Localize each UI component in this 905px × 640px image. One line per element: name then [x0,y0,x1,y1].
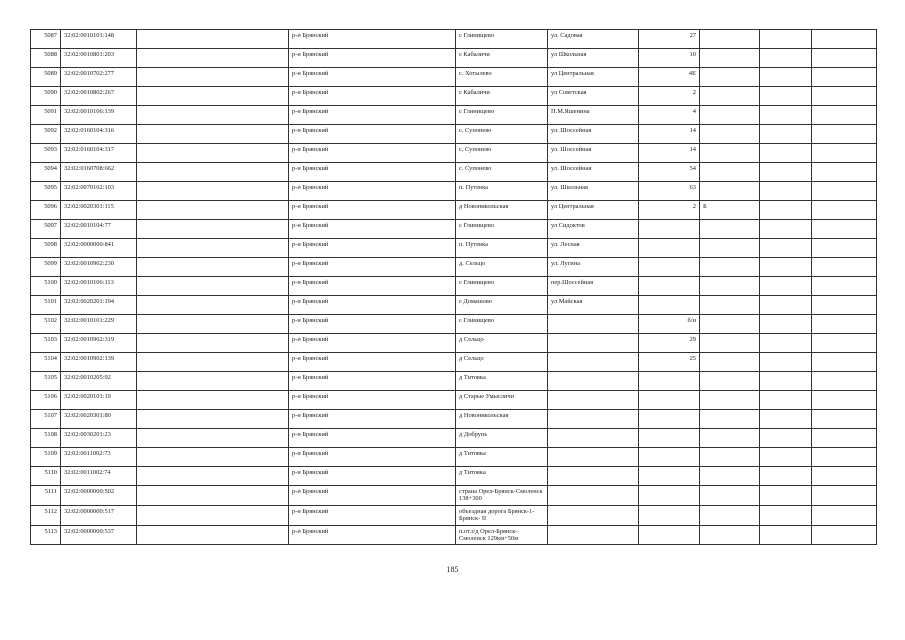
table-row [31,353,877,372]
row-number-cell: 5088 [31,49,61,68]
district-cell: р-н Брянский [289,68,456,87]
cadastral-number-cell: 32:02:0010101:148 [61,30,137,49]
cadastral-number-cell: 32:02:0011002:73 [61,448,137,467]
table-row [31,525,877,545]
empty-cell [812,334,877,353]
empty-cell [760,125,812,144]
row-number-cell: 5090 [31,87,61,106]
table-row [31,258,877,277]
district-cell: р-н Брянский [289,125,456,144]
table-row [31,239,877,258]
locality-cell: д. Сельцо [456,258,548,277]
row-number-cell: 5108 [31,429,61,448]
cadastral-number-cell: 32:02:0010702:277 [61,68,137,87]
row-number-cell: 5102 [31,315,61,334]
building-cell [700,334,760,353]
empty-cell [137,353,289,372]
street-cell: ул Советская [548,87,639,106]
building-cell [700,448,760,467]
cadastral-number-cell: 32:02:0010902:319 [61,334,137,353]
table-row [31,49,877,68]
empty-cell [812,505,877,525]
empty-cell [137,163,289,182]
row-number-cell: 5103 [31,334,61,353]
empty-cell [760,201,812,220]
table-row [31,220,877,239]
locality-cell: с. Хотылево [456,68,548,87]
district-cell: р-н Брянский [289,87,456,106]
cadastral-number-cell: 32:02:0010101:229 [61,315,137,334]
empty-cell [760,372,812,391]
street-cell [548,525,639,545]
empty-cell [812,410,877,429]
cadastral-number-cell: 32:02:0020301:115 [61,201,137,220]
cadastral-number-cell: 32:02:0000000:517 [61,505,137,525]
cadastral-number-cell: 32:02:0010104:77 [61,220,137,239]
empty-cell [137,125,289,144]
row-number-cell: 5105 [31,372,61,391]
locality-cell: д Титовка [456,372,548,391]
row-number-cell: 5104 [31,353,61,372]
district-cell: р-н Брянский [289,163,456,182]
street-cell [548,486,639,506]
empty-cell [137,391,289,410]
table-row [31,429,877,448]
street-cell: ул. Школьная [548,182,639,201]
locality-cell: с Кабаличи [456,49,548,68]
district-cell: р-н Брянский [289,144,456,163]
empty-cell [137,277,289,296]
table-row [31,277,877,296]
street-cell [548,391,639,410]
locality-cell: с. Супонево [456,144,548,163]
locality-cell: д Титовка [456,467,548,486]
table-row [31,505,877,525]
district-cell: р-н Брянский [289,372,456,391]
cadastral-number-cell: 32:02:0000000:537 [61,525,137,545]
house-number-cell: 4 [639,106,700,125]
empty-cell [137,87,289,106]
house-number-cell [639,220,700,239]
empty-cell [760,49,812,68]
district-cell: р-н Брянский [289,525,456,545]
locality-cell: объездная дорога Брянск-1- Брянск- II [456,505,548,525]
building-cell [700,505,760,525]
empty-cell [812,239,877,258]
district-cell: р-н Брянский [289,49,456,68]
district-cell: р-н Брянский [289,410,456,429]
locality-cell: д Сельцо [456,353,548,372]
street-cell: ул Школьная [548,49,639,68]
empty-cell [812,525,877,545]
street-cell [548,505,639,525]
locality-cell: д Сельцо [456,334,548,353]
cadastral-number-cell: 32:02:0070102:103 [61,182,137,201]
table-row [31,467,877,486]
building-cell [700,163,760,182]
empty-cell [760,239,812,258]
empty-cell [137,372,289,391]
empty-cell [760,144,812,163]
cadastral-number-cell: 32:02:0010106:139 [61,106,137,125]
house-number-cell: 10 [639,49,700,68]
building-cell [700,106,760,125]
locality-cell: с Глинищево [456,30,548,49]
cadastral-number-cell: 32:02:0010902:139 [61,353,137,372]
street-cell: ул Центральная [548,201,639,220]
empty-cell [137,505,289,525]
row-number-cell: 5112 [31,505,61,525]
street-cell: ул Майская [548,296,639,315]
locality-cell: д Старые Умысличи [456,391,548,410]
house-number-cell [639,448,700,467]
house-number-cell [639,467,700,486]
locality-cell: страна Орел-Брянск-Смоленск 138+300 [456,486,548,506]
empty-cell [812,49,877,68]
building-cell [700,68,760,87]
empty-cell [137,30,289,49]
table-row [31,163,877,182]
empty-cell [760,163,812,182]
house-number-cell: 25 [639,353,700,372]
district-cell: р-н Брянский [289,486,456,506]
district-cell: р-н Брянский [289,429,456,448]
street-cell: ул Центральная [548,68,639,87]
empty-cell [812,68,877,87]
locality-cell: п. Путевка [456,239,548,258]
table-row [31,410,877,429]
house-number-cell: 14 [639,144,700,163]
district-cell: р-н Брянский [289,467,456,486]
table-row [31,334,877,353]
street-cell: П.М.Яшенина [548,106,639,125]
house-number-cell [639,296,700,315]
street-cell: ул Сидоктов [548,220,639,239]
row-number-cell: 5093 [31,144,61,163]
table-row [31,486,877,506]
locality-cell: с Глинищево [456,315,548,334]
empty-cell [760,68,812,87]
district-cell: р-н Брянский [289,220,456,239]
empty-cell [812,315,877,334]
cadastral-number-cell: 32:02:0160104:316 [61,125,137,144]
table-row [31,296,877,315]
cadastral-number-cell: 32:02:0010801:203 [61,49,137,68]
locality-cell: с. Супонево [456,125,548,144]
table-row [31,30,877,49]
empty-cell [812,144,877,163]
table-row [31,68,877,87]
empty-cell [760,334,812,353]
empty-cell [812,448,877,467]
table-row [31,315,877,334]
district-cell: р-н Брянский [289,30,456,49]
house-number-cell [639,391,700,410]
cadastral-number-cell: 32:02:0020301:80 [61,410,137,429]
house-number-cell [639,429,700,448]
row-number-cell: 5095 [31,182,61,201]
empty-cell [760,448,812,467]
row-number-cell: 5096 [31,201,61,220]
house-number-cell: 2 [639,201,700,220]
house-number-cell [639,505,700,525]
cadastral-number-cell: 32:02:0160104:317 [61,144,137,163]
house-number-cell: 2 [639,87,700,106]
empty-cell [137,296,289,315]
empty-cell [137,220,289,239]
building-cell [700,486,760,506]
locality-cell: с Кабаличи [456,87,548,106]
building-cell [700,182,760,201]
empty-cell [760,182,812,201]
building-cell [700,372,760,391]
cadastral-number-cell: 32:02:0020201:194 [61,296,137,315]
cadastral-number-cell: 32:02:0030201:23 [61,429,137,448]
empty-cell [760,467,812,486]
locality-cell: п. Путевка [456,182,548,201]
empty-cell [137,68,289,87]
empty-cell [812,391,877,410]
street-cell [548,315,639,334]
house-number-cell [639,372,700,391]
empty-cell [137,429,289,448]
row-number-cell: 5106 [31,391,61,410]
house-number-cell [639,486,700,506]
empty-cell [137,315,289,334]
locality-cell: д Новоникольская [456,201,548,220]
row-number-cell: 5099 [31,258,61,277]
building-cell [700,315,760,334]
district-cell: р-н Брянский [289,353,456,372]
empty-cell [760,87,812,106]
house-number-cell [639,525,700,545]
table-row [31,87,877,106]
empty-cell [137,467,289,486]
cadastral-number-cell: 32:02:0160708:662 [61,163,137,182]
table-row [31,144,877,163]
empty-cell [812,429,877,448]
district-cell: р-н Брянский [289,505,456,525]
table-row [31,448,877,467]
empty-cell [812,163,877,182]
street-cell [548,353,639,372]
row-number-cell: 5091 [31,106,61,125]
empty-cell [137,334,289,353]
empty-cell [137,239,289,258]
street-cell [548,410,639,429]
locality-cell: д Титовка [456,448,548,467]
house-number-cell: 27 [639,30,700,49]
empty-cell [137,448,289,467]
table-row [31,106,877,125]
street-cell: ул. Лесная [548,239,639,258]
street-cell [548,372,639,391]
district-cell: р-н Брянский [289,239,456,258]
empty-cell [137,525,289,545]
district-cell: р-н Брянский [289,448,456,467]
locality-cell: с Глинищево [456,220,548,239]
building-cell [700,353,760,372]
house-number-cell: 14 [639,125,700,144]
empty-cell [812,467,877,486]
street-cell [548,448,639,467]
row-number-cell: 5101 [31,296,61,315]
district-cell: р-н Брянский [289,391,456,410]
empty-cell [760,277,812,296]
row-number-cell: 5098 [31,239,61,258]
empty-cell [760,391,812,410]
row-number-cell: 5092 [31,125,61,144]
cadastral-number-cell: 32:02:0011002:74 [61,467,137,486]
empty-cell [812,372,877,391]
table-row [31,201,877,220]
cadastral-number-cell: 32:02:0010205:92 [61,372,137,391]
empty-cell [760,296,812,315]
locality-cell: с Домашово [456,296,548,315]
empty-cell [760,353,812,372]
house-number-cell: 29 [639,334,700,353]
registry-table [30,29,877,545]
row-number-cell: 5110 [31,467,61,486]
building-cell [700,429,760,448]
empty-cell [137,182,289,201]
house-number-cell [639,410,700,429]
cadastral-number-cell: 32:02:0000000:841 [61,239,137,258]
house-number-cell [639,277,700,296]
empty-cell [812,182,877,201]
locality-cell: п.от.з/д Орел-Брянск-Смоленск 129км+50м [456,525,548,545]
empty-cell [137,49,289,68]
table-row [31,182,877,201]
house-number-cell: 54 [639,163,700,182]
house-number-cell [639,239,700,258]
table-row [31,391,877,410]
empty-cell [812,258,877,277]
street-cell: пер.Шоссейная [548,277,639,296]
empty-cell [760,220,812,239]
empty-cell [760,505,812,525]
page-number: 185 [446,565,459,574]
empty-cell [812,106,877,125]
street-cell: ул. Шоссейная [548,163,639,182]
empty-cell [760,315,812,334]
row-number-cell: 5094 [31,163,61,182]
empty-cell [137,144,289,163]
street-cell [548,467,639,486]
empty-cell [760,429,812,448]
locality-cell: д Добрунь [456,429,548,448]
locality-cell: с Глинищево [456,106,548,125]
empty-cell [812,87,877,106]
building-cell [700,87,760,106]
street-cell [548,429,639,448]
table-row [31,125,877,144]
house-number-cell [639,258,700,277]
empty-cell [760,258,812,277]
row-number-cell: 5100 [31,277,61,296]
building-cell [700,220,760,239]
district-cell: р-н Брянский [289,106,456,125]
empty-cell [812,353,877,372]
empty-cell [812,125,877,144]
locality-cell: с Глинищево [456,277,548,296]
cadastral-number-cell: 32:02:0010106:113 [61,277,137,296]
row-number-cell: 5089 [31,68,61,87]
row-number-cell: 5107 [31,410,61,429]
building-cell [700,410,760,429]
house-number-cell: 63 [639,182,700,201]
empty-cell [812,220,877,239]
empty-cell [137,201,289,220]
district-cell: р-н Брянский [289,201,456,220]
district-cell: р-н Брянский [289,296,456,315]
street-cell [548,334,639,353]
empty-cell [812,201,877,220]
empty-cell [137,410,289,429]
district-cell: р-н Брянский [289,277,456,296]
empty-cell [760,486,812,506]
building-cell [700,125,760,144]
row-number-cell: 5109 [31,448,61,467]
empty-cell [812,486,877,506]
row-number-cell: 5097 [31,220,61,239]
locality-cell: д Новоникольская [456,410,548,429]
building-cell [700,49,760,68]
cadastral-number-cell: 32:02:0010902:230 [61,258,137,277]
building-cell [700,239,760,258]
district-cell: р-н Брянский [289,334,456,353]
table-row [31,372,877,391]
street-cell: ул. Лугина [548,258,639,277]
building-cell [700,258,760,277]
empty-cell [760,30,812,49]
empty-cell [812,296,877,315]
district-cell: р-н Брянский [289,315,456,334]
cadastral-number-cell: 32:02:0000000:502 [61,486,137,506]
cadastral-number-cell: 32:02:0010802:267 [61,87,137,106]
street-cell: ул. Шоссейная [548,125,639,144]
empty-cell [812,277,877,296]
building-cell [700,296,760,315]
locality-cell: с. Супонево [456,163,548,182]
building-cell [700,391,760,410]
street-cell: ул. Шоссейная [548,144,639,163]
empty-cell [812,30,877,49]
empty-cell [137,486,289,506]
building-cell [700,277,760,296]
district-cell: р-н Брянский [289,182,456,201]
cadastral-number-cell: 32:02:0020101:19 [61,391,137,410]
empty-cell [137,106,289,125]
house-number-cell: б/н [639,315,700,334]
building-cell [700,144,760,163]
street-cell: ул. Садовая [548,30,639,49]
empty-cell [760,525,812,545]
row-number-cell: 5111 [31,486,61,506]
empty-cell [760,410,812,429]
empty-cell [137,258,289,277]
empty-cell [760,106,812,125]
row-number-cell: 5113 [31,525,61,545]
house-number-cell: 4Е [639,68,700,87]
building-cell [700,467,760,486]
building-cell [700,30,760,49]
building-cell [700,525,760,545]
building-cell: Б [700,201,760,220]
district-cell: р-н Брянский [289,258,456,277]
row-number-cell: 5087 [31,30,61,49]
